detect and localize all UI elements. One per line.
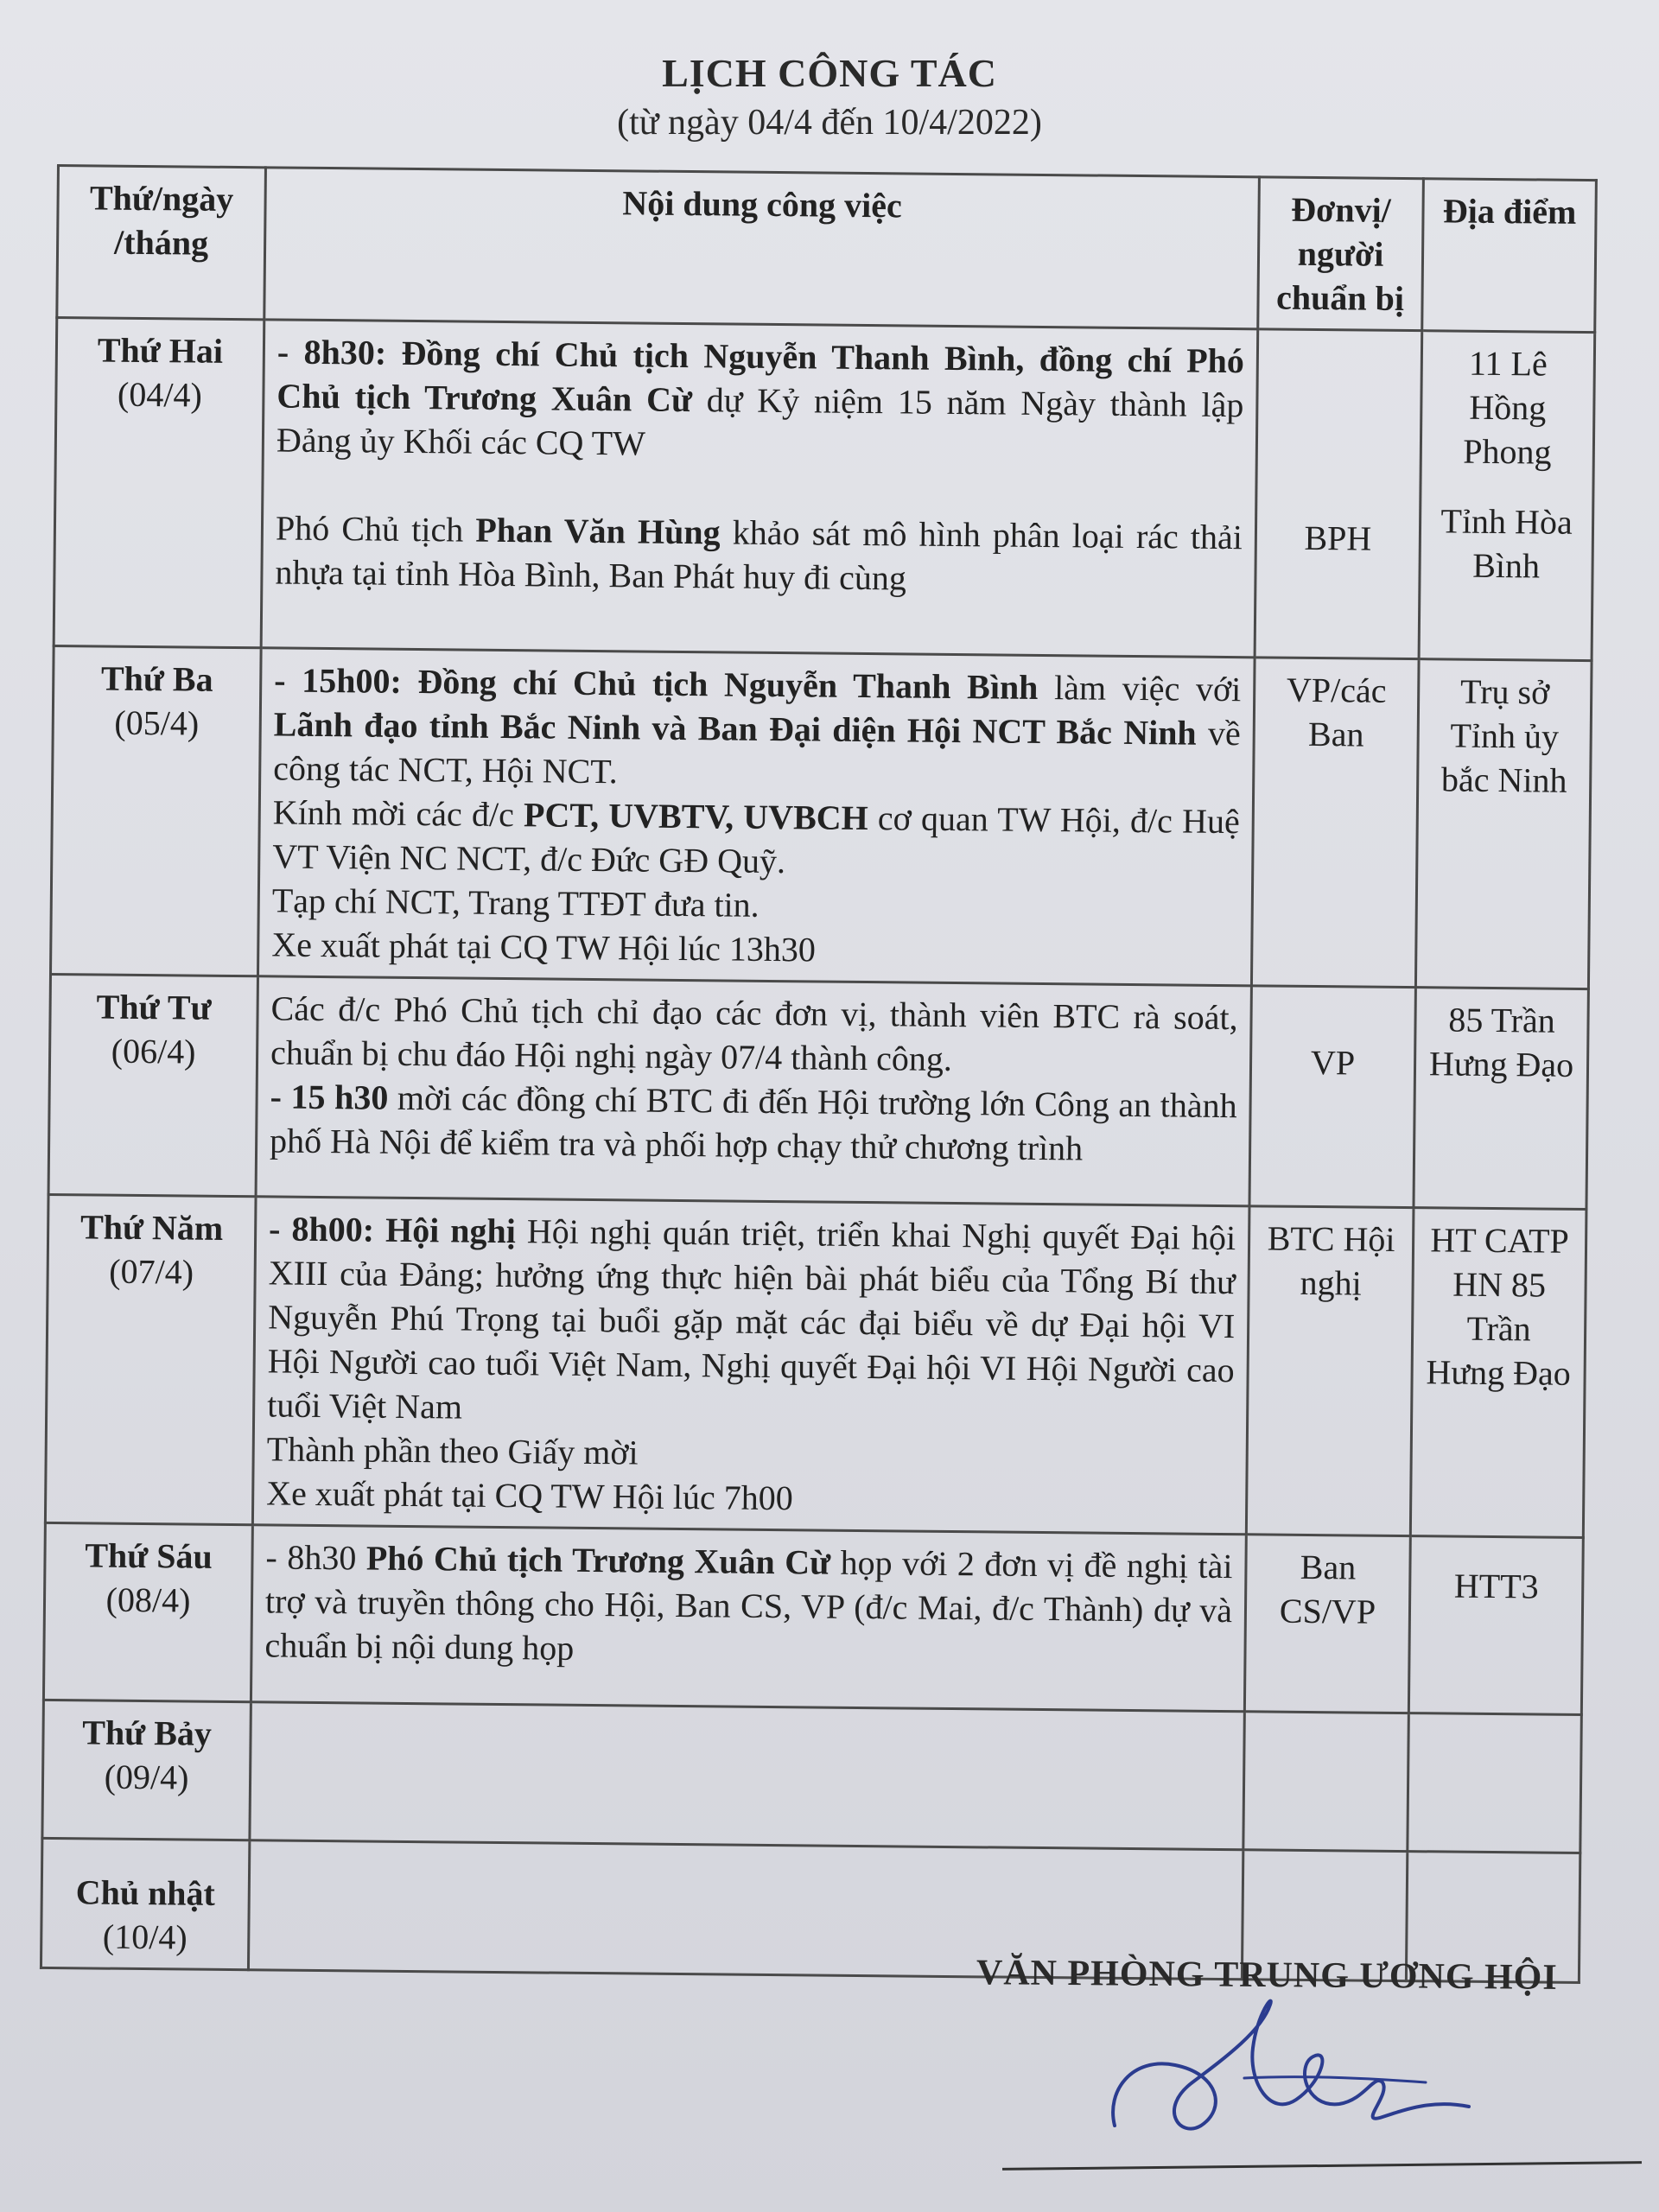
day-date: (08/4) xyxy=(105,1580,191,1620)
content-text: Thành phần theo Giấy mời xyxy=(266,1429,639,1472)
content-text: Các đ/c Phó Chủ tịch chỉ đạo các đơn vị, thành viên BTC rà soát, chuẩn bị chu đáo Hội nghị ngày 07/4 thành công. xyxy=(270,988,1238,1078)
content-cell xyxy=(252,1197,1249,1535)
content-bold: - 8h00: Hội nghị xyxy=(268,1209,517,1251)
content-bold: Phan Văn Hùng xyxy=(475,510,721,552)
content-text: dự Kỷ niệm 15 năm Ngày thành lập Đảng ủy Khối các CQ TW xyxy=(276,380,1244,463)
content-bold: PCT, UVBTV, UVBCH xyxy=(523,795,868,838)
unit-cell xyxy=(1246,1206,1414,1536)
content-text: cơ quan TW Hội, đ/c Huệ VT Viện NC NCT, đ/c Đức GĐ Quỹ. xyxy=(272,798,1240,881)
content-text: - 8h30 xyxy=(265,1537,367,1578)
day-name: Thứ Năm xyxy=(79,1207,224,1248)
unit-cell xyxy=(1255,329,1422,659)
day-name: Thứ Hai xyxy=(97,330,224,371)
content-text: Xe xuất phát tại CQ TW Hội lúc 13h30 xyxy=(271,925,817,969)
content-text: Tạp chí NCT, Trang TTĐT đưa tin. xyxy=(271,880,760,925)
content-cell xyxy=(261,320,1258,658)
document-title: LỊCH CÔNG TÁC xyxy=(662,51,997,95)
day-cell xyxy=(43,1522,252,1701)
unit-cell xyxy=(1249,986,1415,1208)
content-cell xyxy=(250,1702,1244,1850)
content-cell xyxy=(256,976,1251,1206)
content-text: họp với 2 đơn vị đề nghị tài trợ và truyền thông cho Hội, Ban CS, VP (đ/c Mai, đ/c Thành) dự và chuẩn bị nội dung họp xyxy=(264,1542,1233,1668)
unit-text: Ban CS/VP xyxy=(1279,1547,1376,1631)
place-text: HTT3 xyxy=(1453,1566,1539,1606)
place-cell xyxy=(1414,988,1588,1210)
place-text: 85 Trần Hưng Đạo xyxy=(1428,1000,1574,1084)
content-text: Hội nghị quán triệt, triển khai Nghị quyết Đại hội XIII của Đảng; hưởng ứng thực hiện bài phát biểu của Tổng Bí thư Nguyễn Phú Trọng tại buổi gặp mặt các đại biểu về dự Đại hội VI Hội Người cao tuổi Việt Nam, Nghị quyết Đại hội VI Hội Người cao tuổi Việt Nam xyxy=(267,1211,1236,1427)
day-name: Thứ Sáu xyxy=(85,1535,213,1576)
header-place: Địa điểm xyxy=(1422,179,1597,333)
schedule-table xyxy=(40,164,1598,1984)
table-row xyxy=(45,1194,1586,1537)
day-date: (05/4) xyxy=(114,702,200,743)
content-text: Xe xuất phát tại CQ TW Hội lúc 7h00 xyxy=(266,1473,793,1518)
unit-cell xyxy=(1251,658,1419,988)
day-date: (09/4) xyxy=(104,1757,189,1797)
table-row xyxy=(43,1522,1583,1714)
table-row xyxy=(51,645,1592,988)
day-cell xyxy=(42,1700,251,1840)
signature-underline xyxy=(1002,2161,1642,2171)
header-content: Nội dung công việc xyxy=(264,168,1260,329)
content-bold: Lãnh đạo tỉnh Bắc Ninh và Ban Đại diện Hội NCT Bắc Ninh xyxy=(273,704,1197,753)
content-bold: - 15h00: Đồng chí Chủ tịch Nguyễn Thanh Bình xyxy=(274,660,1039,707)
content-bold: - 8h30: Đồng chí Chủ tịch Nguyễn Thanh Bình, đồng chí Phó Chủ tịch Trương Xuân Cừ xyxy=(276,332,1245,420)
day-cell xyxy=(45,1194,256,1524)
content-text: về công tác NCT, Hội NCT. xyxy=(273,713,1241,791)
day-name: Thứ Bảy xyxy=(82,1713,213,1753)
unit-text: VP/các Ban xyxy=(1286,670,1387,754)
place-text: Tỉnh Hòa Bình xyxy=(1440,501,1573,586)
handwritten-signature xyxy=(1097,1996,1581,2152)
day-date: (04/4) xyxy=(117,374,203,415)
table-row xyxy=(48,974,1588,1209)
unit-text: VP xyxy=(1310,1042,1356,1083)
unit-text: BTC Hội nghị xyxy=(1267,1218,1395,1303)
day-date: (10/4) xyxy=(102,1916,188,1957)
place-text: Trụ sở Tỉnh ủy bắc Ninh xyxy=(1440,671,1567,800)
header-row xyxy=(57,166,1597,333)
day-cell xyxy=(48,974,257,1196)
content-bold: Phó Chủ tịch Trương Xuân Cừ xyxy=(365,1538,831,1582)
table-row xyxy=(42,1700,1581,1853)
content-text: Kính mời các đ/c xyxy=(272,792,524,835)
document-subtitle: (từ ngày 04/4 đến 10/4/2022) xyxy=(617,103,1042,143)
unit-text: BPH xyxy=(1304,518,1372,558)
day-date: (06/4) xyxy=(111,1031,196,1071)
day-cell xyxy=(51,645,262,976)
content-text: mời các đồng chí BTC đi đến Hội trường lớn Công an thành phố Hà Nội để kiểm tra và phối hợp chạy thử chương trình xyxy=(269,1077,1237,1168)
day-name: Chủ nhật xyxy=(75,1872,216,1913)
header-day: Thứ/ngày /tháng xyxy=(57,166,266,320)
content-text: Phó Chủ tịch xyxy=(275,508,476,550)
table-row xyxy=(54,318,1595,661)
day-name: Thứ Ba xyxy=(100,658,213,699)
place-cell xyxy=(1415,659,1592,989)
place-cell xyxy=(1410,1208,1586,1538)
office-signature-title: VĂN PHÒNG TRUNG ƯƠNG HỘI xyxy=(976,1953,1558,1998)
content-bold: - 15 h30 xyxy=(270,1077,389,1117)
content-cell xyxy=(257,648,1255,986)
content-text: khảo sát mô hình phân loại rác thải nhựa tại tỉnh Hòa Bình, Ban Phát huy đi cùng xyxy=(275,512,1243,598)
day-cell xyxy=(54,318,264,648)
place-cell xyxy=(1408,1536,1583,1715)
place-cell xyxy=(1419,331,1595,661)
header-unit: Đơnvị/ người chuẩn bị xyxy=(1258,177,1424,331)
day-date: (07/4) xyxy=(109,1251,194,1292)
day-cell xyxy=(41,1838,249,1969)
day-name: Thứ Tư xyxy=(96,987,212,1027)
place-text: HT CATP HN 85 Trần Hưng Đạo xyxy=(1426,1220,1571,1393)
unit-cell xyxy=(1244,1535,1410,1713)
content-cell xyxy=(251,1525,1246,1712)
content-text: làm việc với xyxy=(1038,667,1242,709)
unit-cell xyxy=(1243,1712,1409,1852)
place-text: 11 Lê Hồng Phong xyxy=(1463,343,1552,472)
place-cell xyxy=(1408,1713,1582,1853)
